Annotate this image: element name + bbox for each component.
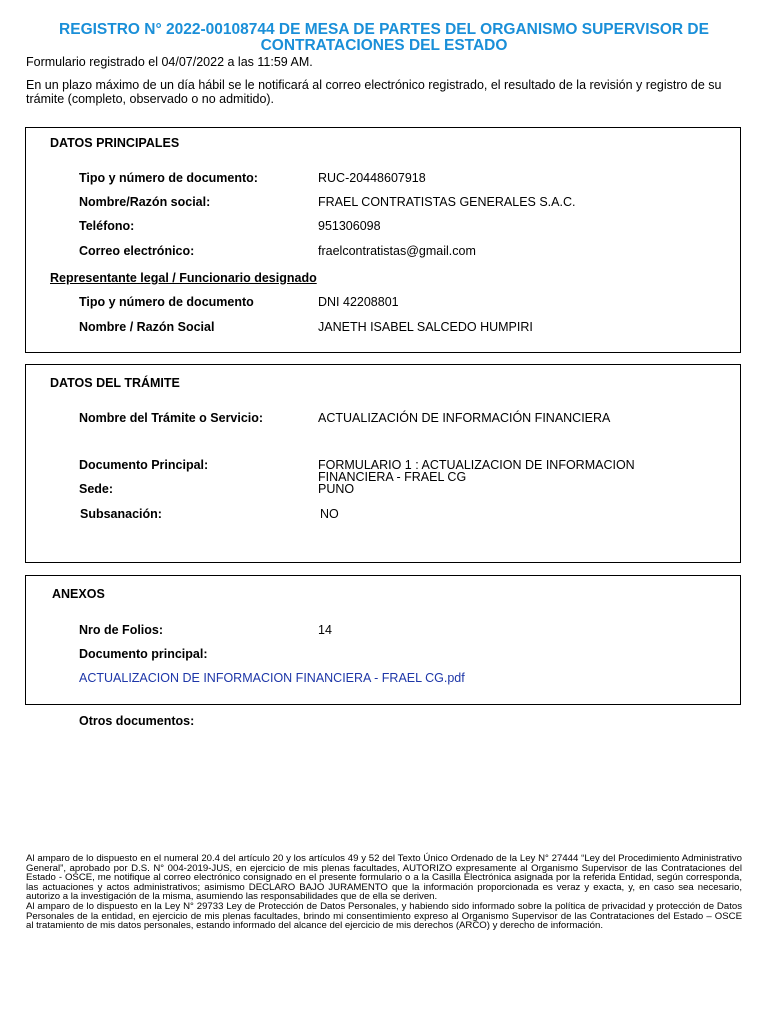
rep-doc-type-value: DNI 42208801 xyxy=(318,295,399,309)
name-value: FRAEL CONTRATISTAS GENERALES S.A.C. xyxy=(318,195,576,209)
rep-name-value: JANETH ISABEL SALCEDO HUMPIRI xyxy=(318,320,533,334)
doc-type-value: RUC-20448607918 xyxy=(318,171,426,185)
page-title: REGISTRO N° 2022-00108744 DE MESA DE PARTES DEL ORGANISMO SUPERVISOR DE CONTRATACIONES DEL ESTADO xyxy=(59,21,709,54)
phone-label: Teléfono: xyxy=(79,219,135,233)
main-document-label: Documento Principal: xyxy=(79,458,209,472)
attachment-doc-label: Documento principal: xyxy=(79,647,208,661)
rep-name-label: Nombre / Razón Social xyxy=(79,320,215,334)
attachments-section xyxy=(25,575,741,705)
legal-disclaimer xyxy=(26,854,742,931)
phone-value: 951306098 xyxy=(318,219,381,233)
other-documents-label: Otros documentos: xyxy=(79,714,195,728)
folios-label: Nro de Folios: xyxy=(79,623,164,637)
doc-type-label: Tipo y número de documento: xyxy=(79,171,258,185)
email-label: Correo electrónico: xyxy=(79,244,195,258)
rep-doc-type-label: Tipo y número de documento xyxy=(79,295,254,309)
legal-paragraph-notification: Al amparo de lo dispuesto en el numeral 20.4 del artículo 20 y los artículos 49 y 52 del Texto Único Ordenado de la Ley N° 27444 “Ley del Procedimiento Administrativo General”, aprobado por D.S. N° 004-2019-JUS, en ejercicio de mis plenas facultades, AUTORIZO expresamente al Organismo Supervisor de las Contrataciones del Estado - OSCE, me notifique al correo electrónico consignado en el presente formulario o a la Casilla Electrónica asignada por la referida Entidad, según corresponda, las actuaciones y actos administrativos; asimismo DECLARO BAJO JURAMENTO que la información proporcionada es veraz y exacta, y, en caso sea necesario, autorizo a la investigación de la misma, asumiendo las responsabilidades que de ella se deriven. xyxy=(26,853,742,903)
procedure-name-value: ACTUALIZACIÓN DE INFORMACIÓN FINANCIERA xyxy=(318,411,611,425)
notice-text: En un plazo máximo de un día hábil se le notificará al correo electrónico registrado, el resultado de la revisión y registro de su trámite (completo, observado o no admitido). xyxy=(26,78,722,106)
main-document-value-line2: FINANCIERA - FRAEL CG xyxy=(318,470,467,484)
legal-paragraph-data-protection: Al amparo de lo dispuesto en la Ley N° 29733 Ley de Protección de Datos Personales, y habiendo sido informado sobre la política de privacidad y protección de Datos Personales de la entidad, en ejercicio de mis plenas facultades, brindo mi consentimiento expreso al Organismo Supervisor de las Contrataciones del Estado – OSCE al tratamiento de mis datos personales, estando informado del alcance del ejercicio de mis derechos (ARCO) y derecho de información. xyxy=(26,900,742,932)
name-label: Nombre/Razón social: xyxy=(79,195,211,209)
section-heading: DATOS PRINCIPALES xyxy=(50,136,180,150)
correction-value: NO xyxy=(320,507,339,521)
office-value: PUNO xyxy=(318,482,355,496)
folios-value: 14 xyxy=(318,623,332,637)
email-value: fraelcontratistas@gmail.com xyxy=(318,244,476,258)
office-label: Sede: xyxy=(79,482,114,496)
procedure-name-label: Nombre del Trámite o Servicio: xyxy=(79,411,264,425)
main-document-value-line1: FORMULARIO 1 : ACTUALIZACION DE INFORMACION xyxy=(318,458,635,472)
section-heading: DATOS DEL TRÁMITE xyxy=(50,376,180,390)
main-data-section xyxy=(25,127,741,353)
section-heading: ANEXOS xyxy=(52,587,105,601)
registration-date: Formulario registrado el 04/07/2022 a las 11:59 AM. xyxy=(26,55,313,69)
attachment-pdf-link[interactable]: ACTUALIZACION DE INFORMACION FINANCIERA - FRAEL CG.pdf xyxy=(79,671,465,685)
correction-label: Subsanación: xyxy=(80,507,162,521)
procedure-section xyxy=(25,364,741,563)
representative-heading: Representante legal / Funcionario designado xyxy=(50,271,317,285)
